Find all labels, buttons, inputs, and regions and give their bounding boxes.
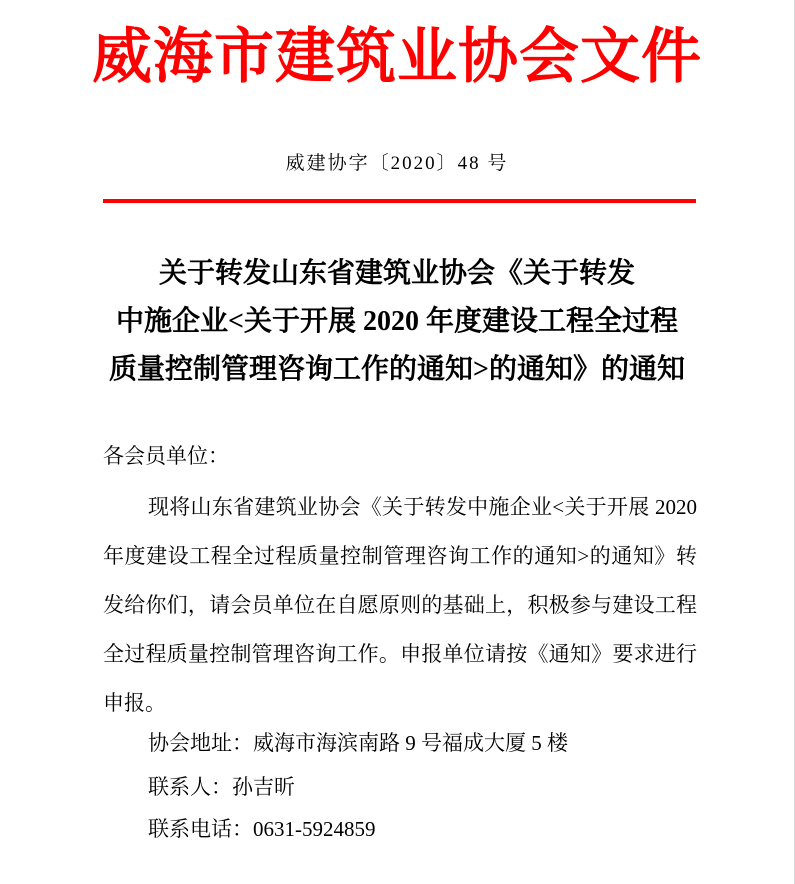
- document-title: [0, 250, 794, 394]
- paragraph-line-5: 申报。: [103, 691, 166, 715]
- paragraph-line-4: 全过程质量控制管理咨询工作。申报单位请按《通知》要求进行: [103, 642, 697, 666]
- contact-person-line: 联系人：孙吉昕: [148, 775, 295, 799]
- paragraph-line-1: 现将山东省建筑业协会《关于转发中施企业<关于开展 2020: [148, 495, 697, 519]
- red-divider-line: [103, 199, 696, 203]
- paragraph-line-3: 发给你们，请会员单位在自愿原则的基础上，积极参与建设工程: [103, 593, 697, 617]
- paragraph-line-2: 年度建设工程全过程质量控制管理咨询工作的通知>的通知》转: [103, 544, 697, 568]
- document-title-line-2: 中施企业<关于开展 2020 年度建设工程全过程: [116, 306, 678, 337]
- red-header-org-title: 威海市建筑业协会文件: [92, 24, 702, 90]
- document-title-line-1: 关于转发山东省建筑业协会《关于转发: [158, 258, 635, 289]
- body-paragraph: [103, 483, 697, 728]
- salutation-line: 各会员单位：: [103, 444, 229, 468]
- association-address-line: 协会地址：威海市海滨南路 9 号福成大厦 5 楼: [148, 731, 568, 755]
- contact-phone-line: 联系电话：0631-5924859: [148, 817, 376, 841]
- document-title-line-3: 质量控制管理咨询工作的通知>的通知》的通知: [109, 354, 685, 385]
- document-reference-number: 威建协字〔2020〕48 号: [285, 153, 509, 174]
